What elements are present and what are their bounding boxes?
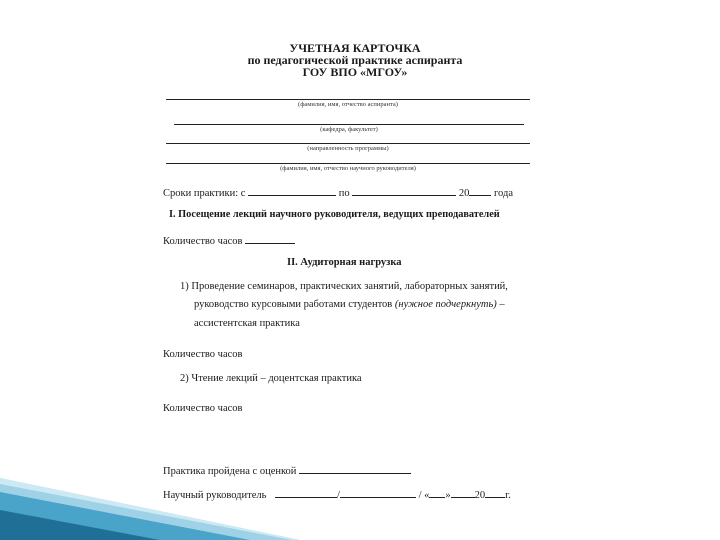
section1-hours-label: Количество часов [163, 236, 243, 247]
sign-year-suffix: г. [505, 490, 511, 501]
grade-label: Практика пройдена с оценкой [163, 466, 297, 477]
grade-field[interactable] [299, 463, 411, 474]
section1-hours [163, 233, 295, 247]
supervisor-line[interactable] [166, 163, 530, 164]
year-field[interactable] [469, 185, 491, 196]
item1-dash: – [499, 299, 505, 310]
dates-year: 20 [458, 188, 470, 199]
section2-hours-1: Количество часов [163, 349, 243, 360]
sign-year-field[interactable] [485, 487, 505, 498]
dates-prefix: Сроки практики: с [163, 188, 246, 199]
corner-decoration [0, 450, 300, 540]
start-date-field[interactable] [248, 185, 336, 196]
sign-day-field[interactable] [429, 487, 445, 498]
end-date-field[interactable] [352, 185, 456, 196]
document-title: УЧЕТНАЯ КАРТОЧКА [289, 41, 421, 55]
slash-separator: / [337, 490, 340, 501]
section2-item1-line3: ассистентская практика [194, 318, 300, 329]
program-line[interactable] [166, 143, 530, 144]
program-caption: (направленность программы) [307, 145, 389, 152]
dates-suffix: года [493, 188, 513, 199]
section2-heading: II. Аудиторная нагрузка [287, 257, 402, 268]
date-open-quote: / « [418, 490, 430, 501]
sign-year-prefix: 20 [474, 490, 486, 501]
dates-mid: по [338, 188, 350, 199]
name-caption: (фамилия, имя, отчество аспиранта) [298, 101, 398, 108]
section2-item1-line1: 1) Проведение семинаров, практических занятий, лабораторных занятий, [180, 281, 508, 292]
date-close-quote: » [445, 490, 451, 501]
section2-item2: 2) Чтение лекций – доцентская практика [180, 373, 362, 384]
sign-month-field[interactable] [451, 487, 475, 498]
name-line[interactable] [166, 99, 530, 100]
dept-caption: (кафедра, факультет) [320, 126, 378, 133]
practice-dates [163, 185, 513, 199]
section1-heading: I. Посещение лекций научного руководителя, ведущих преподавателей [169, 209, 500, 220]
section2-item1-line2 [194, 299, 505, 310]
item1-note: (нужное подчеркнуть) [394, 299, 497, 310]
item1-text: руководство курсовыми работами студентов [194, 299, 393, 310]
section2-hours-2: Количество часов [163, 403, 243, 414]
dept-line[interactable] [174, 124, 524, 125]
signature-name-field[interactable] [340, 487, 416, 498]
supervisor-sign-label: Научный руководитель [163, 490, 267, 501]
document-subtitle: по педагогической практике аспиранта [247, 53, 463, 67]
supervisor-caption: (фамилия, имя, отчество научного руководителя) [280, 165, 416, 172]
document-org: ГОУ ВПО «МГОУ» [302, 65, 408, 79]
section1-hours-field[interactable] [245, 233, 295, 244]
